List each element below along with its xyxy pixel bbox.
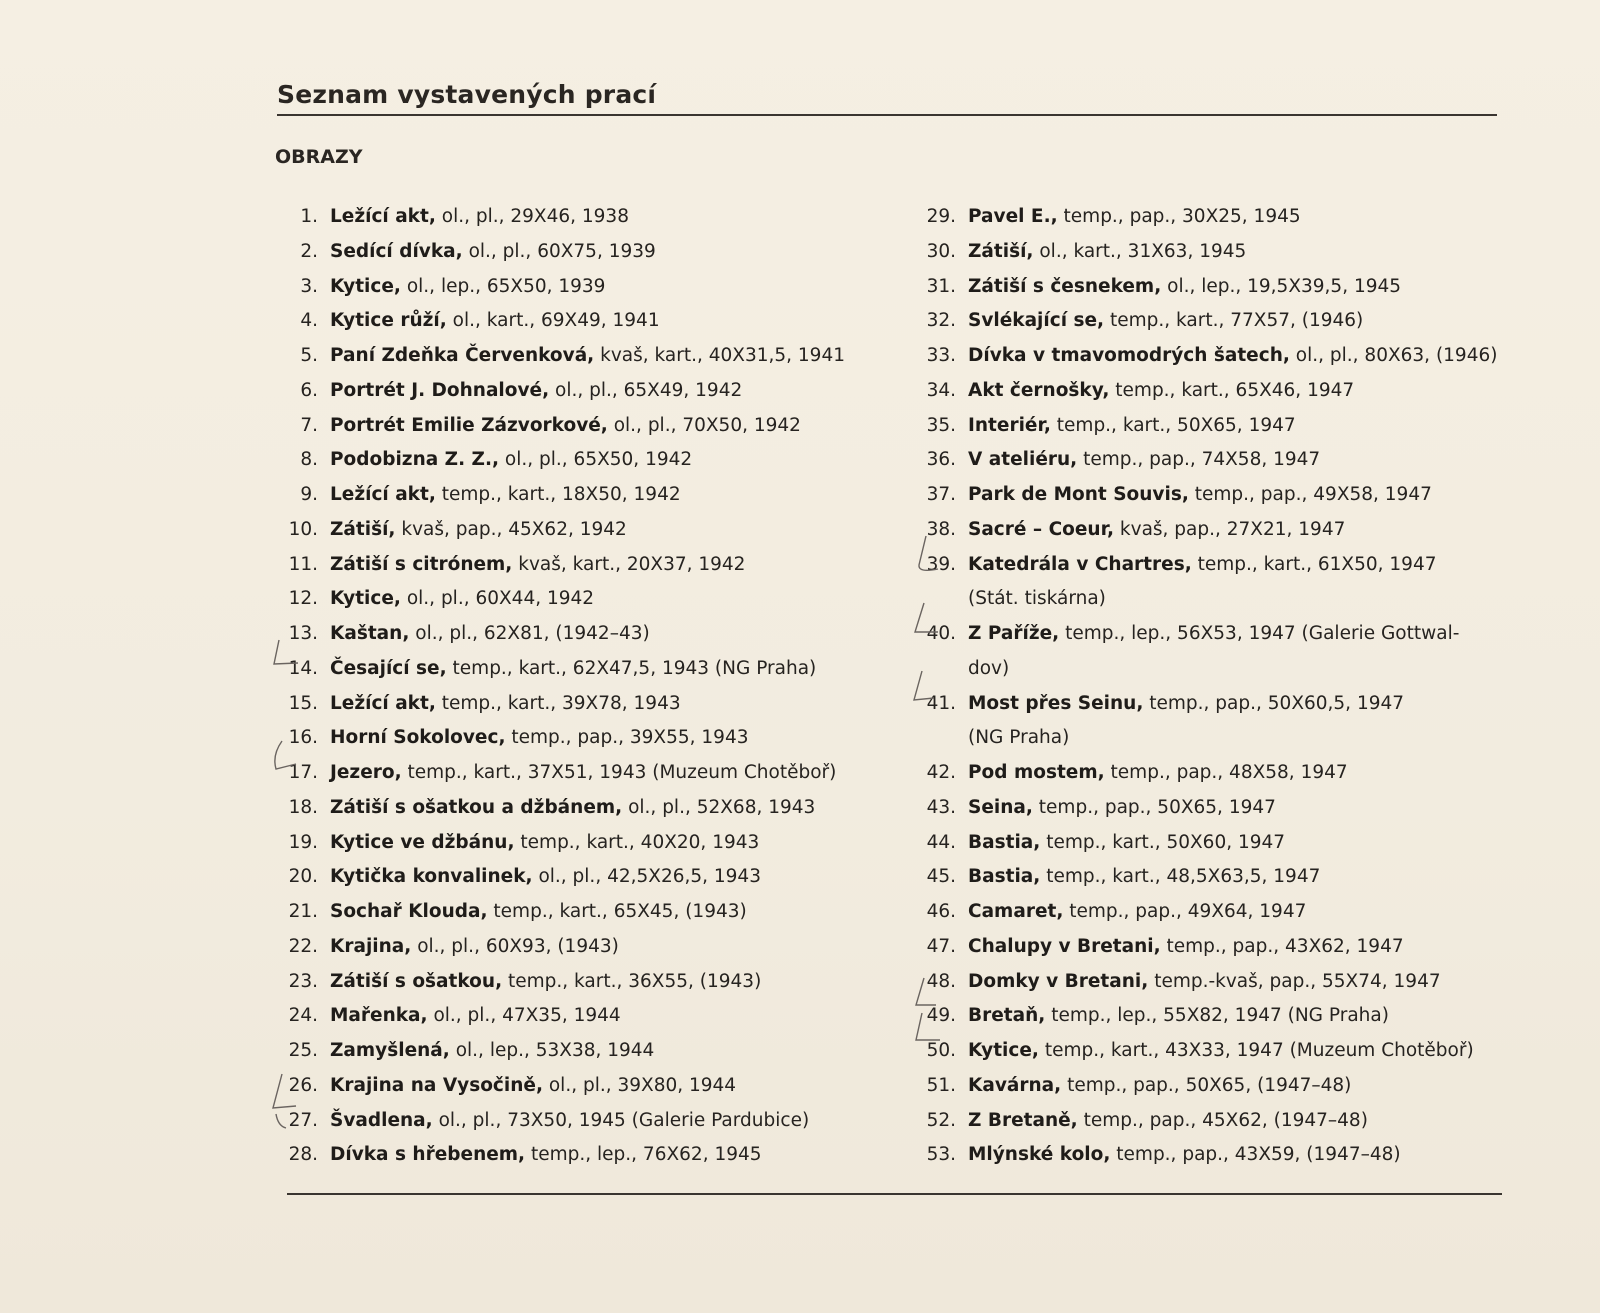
- artwork-title: Portrét J. Dohnalové,: [330, 379, 550, 401]
- item-number: 4.: [300, 310, 318, 332]
- item-number: 37.: [926, 484, 956, 505]
- item-text: [968, 1138, 1502, 1173]
- item-text: [968, 791, 1502, 826]
- artwork-details: temp.-kvaš, pap., 55X74, 1947: [1154, 970, 1441, 992]
- artwork-details: temp., pap., 30X25, 1945: [1063, 206, 1301, 227]
- item-number: 36.: [926, 449, 956, 471]
- artwork-details: ol., pl., 60X75, 1939: [468, 240, 656, 262]
- artwork-title: Česající se,: [330, 657, 447, 679]
- item-text: [330, 1034, 882, 1069]
- list-item: [902, 791, 1502, 826]
- artwork-title: Zátiší,: [968, 240, 1034, 262]
- list-item: [262, 721, 882, 756]
- artwork-title: Jezero,: [330, 762, 402, 783]
- item-number: 15.: [288, 692, 318, 714]
- artwork-details: temp., pap., 74X58, 1947: [1083, 449, 1321, 471]
- artwork-details: temp., lep., 76X62, 1945: [530, 1144, 762, 1166]
- artwork-title: Akt černošky,: [968, 379, 1110, 401]
- item-number: 21.: [288, 901, 318, 922]
- artwork-details: ol., kart., 69X49, 1941: [452, 310, 660, 332]
- list-item: [262, 895, 882, 930]
- pencil-mark-icon: [910, 975, 940, 1015]
- item-text: [330, 930, 882, 965]
- artwork-title: Zátiší s citrónem,: [330, 553, 513, 575]
- artwork-details: temp., pap., 48X58, 1947: [1110, 762, 1348, 783]
- item-text: [968, 200, 1502, 235]
- pencil-mark-icon: [270, 737, 300, 775]
- artwork-details: temp., pap., 43X59, (1947–48): [1116, 1144, 1401, 1166]
- list-item: [262, 930, 882, 965]
- artwork-details: ol., pl., 65X49, 1942: [555, 379, 743, 401]
- item-number: 18.: [288, 796, 318, 818]
- artwork-details: temp., pap., 49X64, 1947: [1069, 901, 1307, 922]
- list-item: [902, 826, 1502, 861]
- list-item: [902, 409, 1502, 444]
- item-number: 44.: [926, 831, 956, 853]
- item-number: 10.: [288, 518, 318, 540]
- artwork-details: ol., pl., 29X46, 1938: [441, 206, 629, 227]
- list-item: [902, 548, 1502, 618]
- artwork-details: temp., pap., 43X62, 1947: [1166, 935, 1404, 957]
- item-text: [330, 478, 882, 513]
- artwork-title: Camaret,: [968, 901, 1064, 922]
- item-text: [330, 965, 882, 1000]
- item-number: 1.: [300, 206, 318, 227]
- artwork-details: ol., pl., 39X80, 1944: [548, 1074, 737, 1096]
- item-text: [330, 270, 882, 305]
- list-item: [262, 652, 882, 687]
- artwork-details: temp., kart., 50X65, 1947: [1056, 414, 1296, 436]
- list-item: [902, 756, 1502, 791]
- bottom-divider: [287, 1193, 1502, 1195]
- list-item: [262, 513, 882, 548]
- item-text: [968, 513, 1502, 548]
- item-number: 11.: [288, 553, 318, 575]
- artwork-title: Zátiší s ošatkou a džbánem,: [330, 796, 623, 818]
- list-item: [902, 374, 1502, 409]
- artwork-details: ol., pl., 42,5X26,5, 1943: [538, 866, 761, 888]
- artwork-details: kvaš, pap., 27X21, 1947: [1119, 518, 1346, 540]
- list-item: [902, 200, 1502, 235]
- artwork-title: Horní Sokolovec,: [330, 727, 506, 749]
- artwork-title: Sedící dívka,: [330, 240, 463, 262]
- item-number: 5.: [300, 345, 318, 366]
- item-text: [968, 443, 1502, 478]
- item-number: 47.: [926, 935, 956, 957]
- list-item: [902, 1138, 1502, 1173]
- list-item: [902, 965, 1502, 1000]
- artwork-details: temp., kart., 37X51, 1943 (Muzeum Chotěboř): [407, 762, 837, 783]
- artwork-details-continued: (NG Praha): [968, 727, 1070, 749]
- list-item: [902, 930, 1502, 965]
- list-item: [262, 826, 882, 861]
- artwork-details: temp., kart., 40X20, 1943: [520, 831, 760, 853]
- artwork-details: ol., pl., 65X50, 1942: [504, 449, 693, 471]
- artwork-details: temp., kart., 77X57, (1946): [1109, 310, 1364, 332]
- artwork-title: Pod mostem,: [968, 762, 1105, 783]
- list-item: [262, 965, 882, 1000]
- list-item: [262, 409, 882, 444]
- artwork-title: Bretaň,: [968, 1005, 1046, 1027]
- item-text: [968, 687, 1502, 757]
- artwork-title: Bastia,: [968, 831, 1041, 853]
- pencil-mark-icon: [270, 636, 300, 668]
- list-item: [902, 339, 1502, 374]
- item-text: [968, 895, 1502, 930]
- item-number: 7.: [300, 414, 318, 436]
- artwork-details: temp., kart., 48,5X63,5, 1947: [1046, 866, 1321, 888]
- artwork-details: temp., kart., 65X45, (1943): [493, 901, 747, 922]
- pencil-mark-icon: [268, 1070, 302, 1134]
- artwork-details: temp., kart., 39X78, 1943: [441, 692, 681, 714]
- artwork-details: temp., pap., 45X62, (1947–48): [1083, 1109, 1368, 1131]
- artwork-title: Kytička konvalinek,: [330, 866, 533, 888]
- artwork-title: Z Paříže,: [968, 623, 1060, 644]
- artwork-details: temp., pap., 50X60,5, 1947: [1149, 692, 1405, 714]
- item-text: [968, 339, 1502, 374]
- item-text: [330, 513, 882, 548]
- artwork-details: ol., pl., 70X50, 1942: [613, 414, 801, 436]
- item-number: 26.: [288, 1074, 318, 1096]
- list-item: [262, 1034, 882, 1069]
- artwork-details: ol., pl., 80X63, (1946): [1295, 345, 1498, 366]
- item-number: 8.: [300, 449, 318, 471]
- artwork-title: V ateliéru,: [968, 449, 1078, 471]
- list-item: [262, 478, 882, 513]
- item-text: [330, 895, 882, 930]
- list-item: [262, 1104, 882, 1139]
- list-item: [902, 478, 1502, 513]
- list-item: [262, 999, 882, 1034]
- artwork-title: Sochař Klouda,: [330, 901, 488, 922]
- item-number: 49.: [926, 1005, 956, 1027]
- item-text: [330, 721, 882, 756]
- artwork-details: temp., kart., 50X60, 1947: [1046, 831, 1286, 853]
- item-text: [968, 1069, 1502, 1104]
- list-item: [262, 270, 882, 305]
- item-number: 22.: [288, 935, 318, 957]
- list-item: [262, 374, 882, 409]
- list-item: [262, 304, 882, 339]
- item-number: 45.: [926, 866, 956, 888]
- item-number: 39.: [926, 553, 956, 575]
- pencil-mark-icon: [912, 533, 942, 581]
- item-text: [968, 826, 1502, 861]
- artwork-details: temp., kart., 18X50, 1942: [441, 484, 681, 505]
- item-number: 43.: [926, 796, 956, 818]
- list-item: [902, 235, 1502, 270]
- item-text: [968, 235, 1502, 270]
- list-item: [902, 443, 1502, 478]
- item-text: [330, 652, 882, 687]
- list-item: [262, 1069, 882, 1104]
- artwork-details: temp., lep., 56X53, 1947 (Galerie Gottwal-: [1065, 623, 1460, 644]
- artwork-title: Chalupy v Bretani,: [968, 935, 1161, 957]
- artwork-title: Kytice ve džbánu,: [330, 831, 515, 853]
- item-number: 9.: [300, 484, 318, 505]
- artwork-title: Kytice růží,: [330, 310, 447, 332]
- item-number: 6.: [300, 379, 318, 401]
- item-number: 35.: [926, 414, 956, 436]
- artwork-details: temp., kart., 65X46, 1947: [1115, 379, 1355, 401]
- artwork-title: Ležící akt,: [330, 206, 436, 227]
- item-text: [968, 409, 1502, 444]
- list-item: [262, 860, 882, 895]
- artwork-title: Kaštan,: [330, 623, 410, 644]
- artwork-title: Zátiší,: [330, 518, 396, 540]
- item-text: [330, 1104, 882, 1139]
- item-number: 41.: [926, 692, 956, 714]
- item-number: 51.: [926, 1074, 956, 1096]
- list-item: [262, 548, 882, 583]
- artwork-details: temp., pap., 49X58, 1947: [1194, 484, 1432, 505]
- artwork-title: Ležící akt,: [330, 484, 436, 505]
- artwork-title: Mařenka,: [330, 1005, 428, 1027]
- artwork-title: Katedrála v Chartres,: [968, 553, 1192, 575]
- artwork-details: temp., kart., 61X50, 1947: [1197, 553, 1437, 575]
- list-item: [262, 235, 882, 270]
- item-text: [968, 756, 1502, 791]
- artwork-details: ol., kart., 31X63, 1945: [1039, 240, 1247, 262]
- artwork-title: Kytice,: [330, 275, 401, 297]
- artwork-details: kvaš, pap., 45X62, 1942: [401, 518, 627, 540]
- item-text: [330, 1138, 882, 1173]
- list-item: [902, 687, 1502, 757]
- item-text: [968, 860, 1502, 895]
- artwork-title: Z Bretaně,: [968, 1109, 1078, 1131]
- item-text: [968, 930, 1502, 965]
- artwork-title: Interiér,: [968, 414, 1051, 436]
- list-item: [262, 339, 882, 374]
- item-text: [968, 999, 1502, 1034]
- item-number: 12.: [288, 588, 318, 610]
- item-number: 2.: [300, 240, 318, 262]
- item-number: 50.: [926, 1040, 956, 1061]
- artwork-details: temp., pap., 39X55, 1943: [511, 727, 749, 749]
- artwork-title: Bastia,: [968, 866, 1041, 888]
- artwork-title: Park de Mont Souvis,: [968, 484, 1189, 505]
- item-text: [330, 617, 882, 652]
- artwork-title: Svlékající se,: [968, 310, 1105, 332]
- artwork-details: temp., kart., 43X33, 1947 (Muzeum Chotěboř): [1044, 1040, 1474, 1061]
- item-text: [968, 1104, 1502, 1139]
- artwork-title: Zátiší s ošatkou,: [330, 970, 503, 992]
- artwork-details: ol., pl., 52X68, 1943: [628, 796, 816, 818]
- list-right-column: [902, 200, 1502, 1173]
- item-text: [330, 443, 882, 478]
- artwork-details: temp., kart., 62X47,5, 1943 (NG Praha): [452, 657, 817, 679]
- item-number: 38.: [926, 518, 956, 540]
- item-number: 29.: [926, 206, 956, 227]
- artwork-details: ol., lep., 65X50, 1939: [406, 275, 606, 297]
- list-item: [262, 582, 882, 617]
- artwork-title: Švadlena,: [330, 1109, 433, 1131]
- item-number: 20.: [288, 866, 318, 888]
- list-item: [902, 304, 1502, 339]
- item-text: [968, 304, 1502, 339]
- artwork-details: ol., pl., 73X50, 1945 (Galerie Pardubice): [438, 1109, 810, 1131]
- item-text: [968, 617, 1502, 687]
- artwork-details: temp., pap., 50X65, (1947–48): [1067, 1074, 1352, 1096]
- list-item: [902, 1104, 1502, 1139]
- list-item: [902, 895, 1502, 930]
- item-number: 30.: [926, 240, 956, 262]
- item-number: 19.: [288, 831, 318, 853]
- list-item: [262, 1138, 882, 1173]
- artwork-title: Paní Zdeňka Červenková,: [330, 345, 595, 366]
- item-text: [330, 860, 882, 895]
- pencil-mark-icon: [908, 668, 938, 710]
- artwork-details-continued: (Stát. tiskárna): [968, 588, 1106, 610]
- item-number: 23.: [288, 970, 318, 992]
- item-number: 52.: [926, 1109, 956, 1131]
- artwork-title: Portrét Emilie Zázvorkové,: [330, 414, 608, 436]
- artwork-details: ol., lep., 53X38, 1944: [455, 1040, 655, 1061]
- item-text: [330, 687, 882, 722]
- section-heading: OBRAZY: [275, 146, 363, 168]
- item-text: [330, 304, 882, 339]
- list-item: [902, 1069, 1502, 1104]
- pencil-mark-icon: [910, 600, 940, 642]
- list-item: [902, 617, 1502, 687]
- item-text: [968, 1034, 1502, 1069]
- artwork-details: ol., pl., 62X81, (1942–43): [415, 623, 650, 644]
- item-text: [968, 965, 1502, 1000]
- list-item: [262, 200, 882, 235]
- item-text: [330, 235, 882, 270]
- artwork-title: Kavárna,: [968, 1074, 1062, 1096]
- artwork-details: ol., pl., 60X44, 1942: [406, 588, 595, 610]
- artwork-details: ol., pl., 60X93, (1943): [417, 935, 619, 957]
- artwork-details: kvaš, kart., 40X31,5, 1941: [600, 345, 845, 366]
- list-item: [902, 270, 1502, 305]
- list-item: [902, 860, 1502, 895]
- item-text: [968, 478, 1502, 513]
- item-text: [330, 200, 882, 235]
- item-number: 42.: [926, 762, 956, 783]
- artwork-title: Mlýnské kolo,: [968, 1144, 1111, 1166]
- item-number: 40.: [926, 623, 956, 644]
- item-number: 32.: [926, 310, 956, 332]
- artwork-title: Ležící akt,: [330, 692, 436, 714]
- item-number: 27.: [288, 1109, 318, 1131]
- page-title: Seznam vystavených prací: [277, 80, 657, 109]
- list-item: [262, 791, 882, 826]
- item-number: 46.: [926, 901, 956, 922]
- artwork-title: Domky v Bretani,: [968, 970, 1149, 992]
- item-number: 25.: [288, 1040, 318, 1061]
- artwork-title: Dívka v tmavomodrých šatech,: [968, 345, 1290, 366]
- artwork-title: Dívka s hřebenem,: [330, 1144, 526, 1166]
- item-number: 16.: [288, 727, 318, 749]
- artwork-title: Seina,: [968, 796, 1033, 818]
- artwork-title: Kytice,: [968, 1040, 1039, 1061]
- item-number: 13.: [288, 623, 318, 644]
- artwork-title: Podobizna Z. Z.,: [330, 449, 500, 471]
- artwork-title: Most přes Seinu,: [968, 692, 1144, 714]
- artwork-details: ol., pl., 47X35, 1944: [433, 1005, 621, 1027]
- item-number: 3.: [300, 275, 318, 297]
- item-text: [330, 756, 882, 791]
- list-left-column: [262, 200, 882, 1173]
- list-item: [902, 999, 1502, 1034]
- item-text: [968, 270, 1502, 305]
- item-text: [330, 582, 882, 617]
- artwork-details: kvaš, kart., 20X37, 1942: [518, 553, 746, 575]
- list-item: [902, 513, 1502, 548]
- list-item: [262, 617, 882, 652]
- item-text: [330, 409, 882, 444]
- item-number: 33.: [926, 345, 956, 366]
- item-text: [330, 339, 882, 374]
- item-number: 28.: [288, 1144, 318, 1166]
- artwork-details: temp., pap., 50X65, 1947: [1038, 796, 1276, 818]
- list-item: [262, 756, 882, 791]
- item-text: [330, 374, 882, 409]
- pencil-mark-icon: [910, 1010, 944, 1046]
- artwork-details: temp., lep., 55X82, 1947 (NG Praha): [1051, 1005, 1389, 1027]
- item-text: [968, 374, 1502, 409]
- list-item: [262, 443, 882, 478]
- item-text: [330, 791, 882, 826]
- item-text: [330, 1069, 882, 1104]
- item-text: [968, 548, 1502, 618]
- title-divider: [277, 114, 1497, 116]
- artwork-title: Kytice,: [330, 588, 401, 610]
- artwork-title: Pavel E.,: [968, 206, 1058, 227]
- item-text: [330, 548, 882, 583]
- artwork-details-continued: dov): [968, 657, 1010, 679]
- list-item: [262, 687, 882, 722]
- item-text: [330, 826, 882, 861]
- item-number: 53.: [926, 1144, 956, 1166]
- artwork-details: ol., lep., 19,5X39,5, 1945: [1167, 275, 1402, 297]
- item-number: 24.: [288, 1005, 318, 1027]
- artwork-title: Sacré – Coeur,: [968, 518, 1115, 540]
- list-item: [902, 1034, 1502, 1069]
- artwork-title: Krajina,: [330, 935, 412, 957]
- item-text: [330, 999, 882, 1034]
- item-number: 17.: [288, 762, 318, 783]
- item-number: 14.: [288, 657, 318, 679]
- artwork-title: Krajina na Vysočině,: [330, 1074, 543, 1096]
- item-number: 34.: [926, 379, 956, 401]
- artwork-details: temp., kart., 36X55, (1943): [507, 970, 762, 992]
- item-number: 31.: [926, 275, 956, 297]
- artwork-title: Zátiší s česnekem,: [968, 275, 1162, 297]
- item-number: 48.: [926, 970, 956, 992]
- artwork-title: Zamyšlená,: [330, 1040, 450, 1061]
